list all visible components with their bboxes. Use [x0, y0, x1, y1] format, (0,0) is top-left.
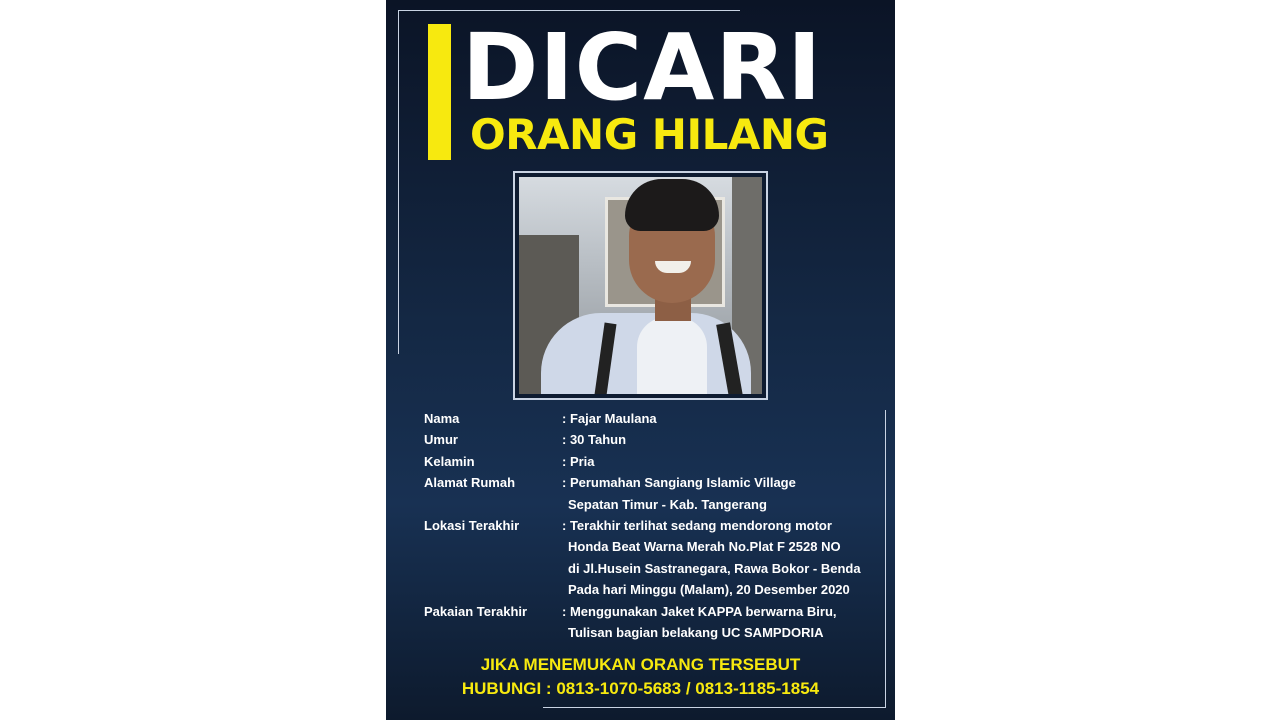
detail-row-pakaian	[424, 601, 874, 644]
detail-value: : 30 Tahun	[562, 432, 627, 448]
detail-value: : Fajar Maulana	[562, 411, 657, 426]
detail-label: Umur	[424, 432, 458, 448]
detail-value: di Jl.Husein Sastranegara, Rawa Bokor - Benda	[568, 560, 861, 576]
detail-row-lokasi	[424, 515, 874, 601]
detail-value: : Menggunakan Jaket KAPPA berwarna Biru,	[562, 603, 837, 619]
detail-value: Pada hari Minggu (Malam), 20 Desember 2020	[568, 582, 850, 598]
person-photo	[519, 177, 762, 394]
detail-row-alamat	[424, 472, 874, 515]
poster-subtitle: ORANG HILANG	[470, 110, 829, 159]
detail-row-nama	[424, 408, 874, 429]
poster-title: DICARI	[462, 14, 823, 121]
contact-heading: JIKA MENEMUKAN ORANG TERSEBUT	[480, 655, 801, 674]
person-details	[424, 408, 874, 643]
contact-phone: HUBUNGI : 0813-1070-5683 / 0813-1185-1854	[461, 679, 820, 698]
detail-value: Sepatan Timur - Kab. Tangerang	[568, 496, 767, 512]
frame-line-bottom	[543, 707, 886, 708]
detail-value: Tulisan bagian belakang UC SAMPDORIA	[568, 624, 824, 640]
detail-row-kelamin	[424, 451, 874, 472]
accent-bar	[428, 24, 451, 160]
frame-line-left	[398, 10, 399, 354]
person-photo-frame	[513, 171, 768, 400]
missing-person-poster	[386, 0, 895, 720]
detail-label: Alamat Rumah	[424, 475, 516, 491]
detail-value: Honda Beat Warna Merah No.Plat F 2528 NO	[568, 539, 841, 555]
detail-label: Nama	[424, 411, 460, 426]
detail-value: : Perumahan Sangiang Islamic Village	[562, 475, 796, 491]
detail-label: Lokasi Terakhir	[424, 517, 520, 533]
frame-line-top	[398, 10, 740, 11]
detail-value: : Pria	[562, 453, 595, 469]
detail-label: Kelamin	[424, 453, 475, 469]
detail-label: Pakaian Terakhir	[424, 603, 528, 619]
detail-row-umur	[424, 429, 874, 450]
detail-value: : Terakhir terlihat sedang mendorong motor	[562, 517, 832, 533]
